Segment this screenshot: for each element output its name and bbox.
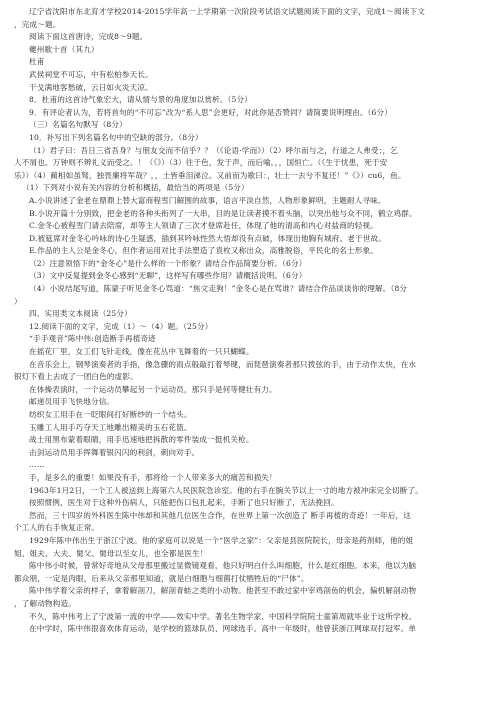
text-line: 四、实用类文本阅读（25分） xyxy=(29,309,132,319)
text-line: 然而，三十四岁的外科医生陈中伟却和其他几位医生合作，在世界上第一次创造了 断手再植的奇迹！一年后，这 xyxy=(29,510,412,520)
text-line: 纺织女工用手在一眨眼间打好断纱的一个结头。 xyxy=(29,410,192,419)
text-line: （三）名篇名句默写（8分） xyxy=(29,120,127,130)
text-line: 个工人的右手恢复正常。 xyxy=(14,523,100,533)
text-line: …… xyxy=(29,460,45,470)
text-line: 手，是多么的重要！如果没有手，那将给一个人带来多大的痛苦和损失！ xyxy=(29,472,277,482)
text-line: “手手观音”陈中伟:创造断手再植奇迹 xyxy=(29,334,156,344)
text-line: 在音乐会上，钢琴演奏者的手指，像急骤的雨点般敲打着琴键，而琵琶演奏者那只拨弦的手，由于动作太快，在水 xyxy=(29,359,417,369)
text-line: （2）注意领悟下的“金冬心”是什么样的一个形象？请结合作品简要分析。（6分） xyxy=(29,258,307,268)
text-line: 杜甫 xyxy=(29,57,45,67)
text-line: B.小说开篇十分别致，把金老的各种头衔列了一大串，目的是让读者摸不着头脑，以突出他与众不同，鹤立鸡群。 xyxy=(29,208,417,218)
text-line: 按照惯例，医生对于这种外伤病人，只能把伤口包扎起来，手断了也只好断了，无法挽回。 xyxy=(29,498,339,508)
text-line: 银灯下看上去成了一团白色的虚影。 xyxy=(14,372,138,382)
text-line: ） xyxy=(14,296,22,306)
text-line: 阅读下面这首唐诗，完成8～9题。 xyxy=(29,32,148,42)
text-line: （1）下列对小说有关内容的分析和概括，最恰当的两项是（5分） xyxy=(22,183,249,193)
text-line: 邮递员用手飞快地分信。 xyxy=(29,397,115,407)
text-line: 在体操表演时，一个运动员攀起另一个运动员，那只手是何等健壮有力。 xyxy=(29,384,277,394)
text-line: （1）君子曰：吾日三省吾身？与朋友交而不信乎？？（《论语·学而》）（2）呼尔而与之，行道之人弗受；，乞 xyxy=(29,145,399,155)
text-line: 玉雕工人用手巧夺天工地雕出精美的玉石花篮。 xyxy=(29,422,192,432)
text-line: 陈中伟小时候，曾常好奇地从父母那里搬过显微镜观看，他只好明白什么叫细胞，什么是红细胞。本来，他以为脑 xyxy=(29,561,417,571)
text-line: 战士用黑布蒙着眼睛，用手迅速地把拆散的零件装成一挺机关枪。 xyxy=(29,435,254,445)
text-line: 在中学时，陈中伟很喜欢体育运动，是学校的篮球队员、网球选手。高中一年级时，他曾获浙江网球双打冠军。单 xyxy=(29,624,417,634)
text-line: 都众朋，一定是肉眼，后来从父亲那里知道，就是白细胞与细菌打仗牺牲后的“尸体”。 xyxy=(14,573,309,583)
text-line: C.金冬心被程雪门请去陪席，却等主人领请了三次才登席赴任，体现了他的清高和内心对盐商的轻视。 xyxy=(29,221,378,231)
text-line: 武侯祠堂不可忘，中有松柏参天长。 xyxy=(29,69,153,79)
text-line: 不久，陈中伟考上了宁波第一流的中学——效实中学。著名生物学家、中国科学院院士童第周就毕业于这所学校。 xyxy=(29,611,417,621)
text-line: 乐》）（4）蔺相如虽驽，独畏廉将军哉？，，士皆垂泪涕泣。又前而为歌曰：，壮士一去兮不复还！”《》）cu6，鱼。 xyxy=(14,170,406,180)
text-line: 陈中伟学着父亲的样子，拿着解剖刀，解剖青蛙之类的小动物。他甚至不敢过家中宰鸡剖鱼的机会，偏机解剖动物 xyxy=(29,586,417,596)
text-line: 击剑运动员用手挥舞着银闪闪的利剑，刺向对手。 xyxy=(29,447,200,457)
text-line: ，了解动物构造。 xyxy=(14,598,76,608)
text-line: 9．有评论者认为，若将首句的“不可忘”改为“系人思”会更好，对此你是否赞同？请简要说明理由。（6分） xyxy=(29,107,393,117)
text-line: 在摇花厂里，女工们飞针走线，像在花丛中飞舞着的一只只蝴蝶。 xyxy=(29,347,254,357)
text-line: 夔州歌十首（其九） xyxy=(29,44,99,54)
text-line: 辽宁省沈阳市东北育才学校2014-2015学年高一上学期第一次阶段考试语文试题阅读下面的文字，完成1～阅读下文 xyxy=(29,7,426,16)
text-line: ，完成～题。 xyxy=(14,19,61,29)
text-line: A.小说讲述了金老在鼎鼎上替大富商程雪门解围的故事，语言平淡自然，人物形象鲜明，主题耐人寻味。 xyxy=(29,195,386,205)
text-line: 12.阅读下面的文字，完成（1）～（4）题。（25分） xyxy=(29,321,213,331)
text-line: 10．补写出下列名篇名句中的空缺的部分。（8分） xyxy=(29,132,203,142)
text-line: 干戈满地客愁破，云日如火炎天凉。 xyxy=(29,82,153,92)
text-line: 人不屑也。万钟则不辨礼义而受之。！（《》）（3）往于色，发于声，而后喻。，，国恒亡。（《生于忧患，死于安 xyxy=(14,158,388,168)
text-line: 8．杜甫的这首诗气象宏大，请从情与景的角度加以赏析。（5分） xyxy=(29,95,252,105)
text-line: D.被筵席对金冬心吟咏的诗心生疑惑，插到其吟咏性然大悟却没有点破，体现出他胸有城府、老于世故。 xyxy=(29,233,386,243)
text-line: 1963年1月2日，一个工人被送到上海第六人民医院急诊室。他的右手在腕关节以上一寸的地方被冲床完全切断了。 xyxy=(29,485,423,495)
text-line: E.作品的主人公是金冬心，但作者运用对比手法塑造了袁枚又称出众，高雅脱俗，平民化的名士形象。 xyxy=(29,246,378,256)
text-line: 姐、姐夫、大夫、舅父、舅母以至女儿，也全都是医生！ xyxy=(14,548,208,558)
text-line: 1929年陈中伟出生于浙江宁波。他的家庭可以说是一个“医学之家”：父亲是县医院院长，母亲是药剂师，他的姐 xyxy=(29,535,414,545)
text-line: （3）文中反复提到金冬心感到“无聊”，这样写有哪些作用？请概括说明。（6分） xyxy=(29,271,307,281)
text-line: （4）小说结尾写道，陈蒙子听见金冬心骂道：“焦文走狗！”金冬心是在骂谁？请结合作品谈谈你的理解。（8分 xyxy=(29,284,408,294)
